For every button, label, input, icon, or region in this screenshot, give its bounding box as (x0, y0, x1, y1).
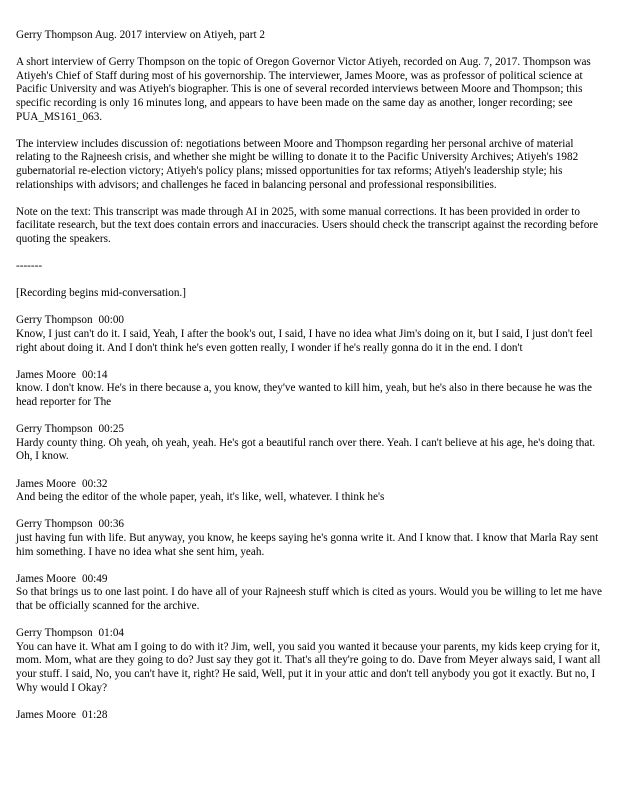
transcript-entry (16, 709, 604, 723)
intro-paragraph: A short interview of Gerry Thompson on the topic of Oregon Governor Victor Atiyeh, recorded on Aug. 7, 2017. Thompson was Atiyeh's Chief of Staff during most of his governorship. The interviewer, James Moore, was as professor of political science at Pacific University and was Atiyeh's biographer. This is one of several recorded interviews between Moore and Thompson; this specific recording is only 16 minutes long, and appears to have been made on the same day as another, longer recording; see PUA_MS161_063. (16, 56, 591, 123)
utterance-text: Hardy county thing. Oh yeah, oh yeah, yeah. He's got a beautiful ranch over there. Yeah. I can't believe at his age, he's doing that. Oh, I know. (16, 436, 596, 463)
transcript-entry (16, 573, 604, 614)
transcript-entry (16, 518, 604, 559)
transcript-entry (16, 314, 604, 355)
speaker-name: Gerry Thompson (16, 518, 93, 531)
speaker-name: Gerry Thompson (16, 627, 93, 640)
speaker-name: James Moore (16, 708, 76, 721)
transcript-entry (16, 423, 604, 464)
speaker-line (16, 573, 604, 587)
speaker-name: James Moore (16, 477, 76, 490)
utterance-text: So that brings us to one last point. I do have all of your Rajneesh stuff which is cited as yours. Would you be willing to let me have that be officially scanned for the archive. (16, 586, 602, 612)
speaker-line (16, 627, 604, 641)
timestamp: 01:28 (81, 708, 108, 721)
document-title: Gerry Thompson Aug. 2017 interview on Atiyeh, part 2 (16, 29, 265, 41)
separator: ------- (16, 260, 43, 273)
speaker-line (16, 518, 604, 532)
utterance-text: And being the editor of the whole paper, yeah, it's like, well, whatever. I think he's (16, 491, 385, 504)
transcript-entry (16, 478, 604, 505)
transcript-entry (16, 369, 604, 410)
recording-note: [Recording begins mid-conversation.] (16, 287, 186, 300)
speaker-name: James Moore (16, 368, 76, 381)
speaker-name: Gerry Thompson (16, 423, 93, 436)
speaker-line (16, 369, 604, 383)
speaker-line (16, 314, 604, 328)
speaker-line (16, 423, 604, 437)
speaker-name: James Moore (16, 572, 76, 585)
utterance-text: know. I don't know. He's in there because a, you know, they've wanted to kill him, yeah, but he's also in there because he was the head reporter for The (16, 382, 592, 409)
topics-paragraph: The interview includes discussion of: negotiations between Moore and Thompson regarding her personal archive of material relating to the Rajneesh crisis, and whether she might be willing to donate it to the Pacific University Archives; Atiyeh's 1982 gubernatorial re-election victory; Atiyeh's policy plans; missed opportunities for tax reforms; Atiyeh's leadership style; his relationships with advisors; and challenges he faced in balancing personal and professional responsibilities. (16, 137, 579, 191)
timestamp: 01:04 (98, 627, 125, 640)
timestamp: 00:00 (98, 314, 125, 327)
utterance-text: You can have it. What am I going to do with it? Jim, well, you said you wanted it because your parents, my kids keep crying for it, mom. Mom, what are they going to do? Just say they got it. That's all they're going to do. Dave from Meyer always said, I want all your stuff. I said, No, you can't have it, right? He said, Well, put it in your attic and don't tell anybody you got it exactly. But no, I Why would I Okay? (16, 640, 601, 694)
timestamp: 00:14 (81, 368, 108, 381)
timestamp: 00:25 (98, 423, 125, 436)
transcript-entry (16, 627, 604, 695)
utterance-text: Know, I just can't do it. I said, Yeah, I after the book's out, I said, I have no idea what Jim's doing on it, but I said, I just don't feel right about doing it. And I don't think he's even gotten really, I wonder if he's really gonna do it in the end. I don't (16, 328, 593, 354)
speaker-line (16, 478, 604, 492)
note-paragraph: Note on the text: This transcript was made through AI in 2025, with some manual corrections. It has been provided in order to facilitate research, but the text does contain errors and inaccuracies. Users should check the transcript against the recording before quoting the speakers. (16, 205, 599, 245)
utterance-text: just having fun with life. But anyway, you know, he keeps saying he's gonna write it. And I know that. I know that Marla Ray sent him something. I have no idea what she sent him, yeah. (16, 531, 599, 558)
timestamp: 00:32 (81, 477, 108, 490)
speaker-line (16, 709, 604, 723)
timestamp: 00:49 (81, 572, 108, 585)
speaker-name: Gerry Thompson (16, 314, 93, 327)
timestamp: 00:36 (98, 518, 125, 531)
